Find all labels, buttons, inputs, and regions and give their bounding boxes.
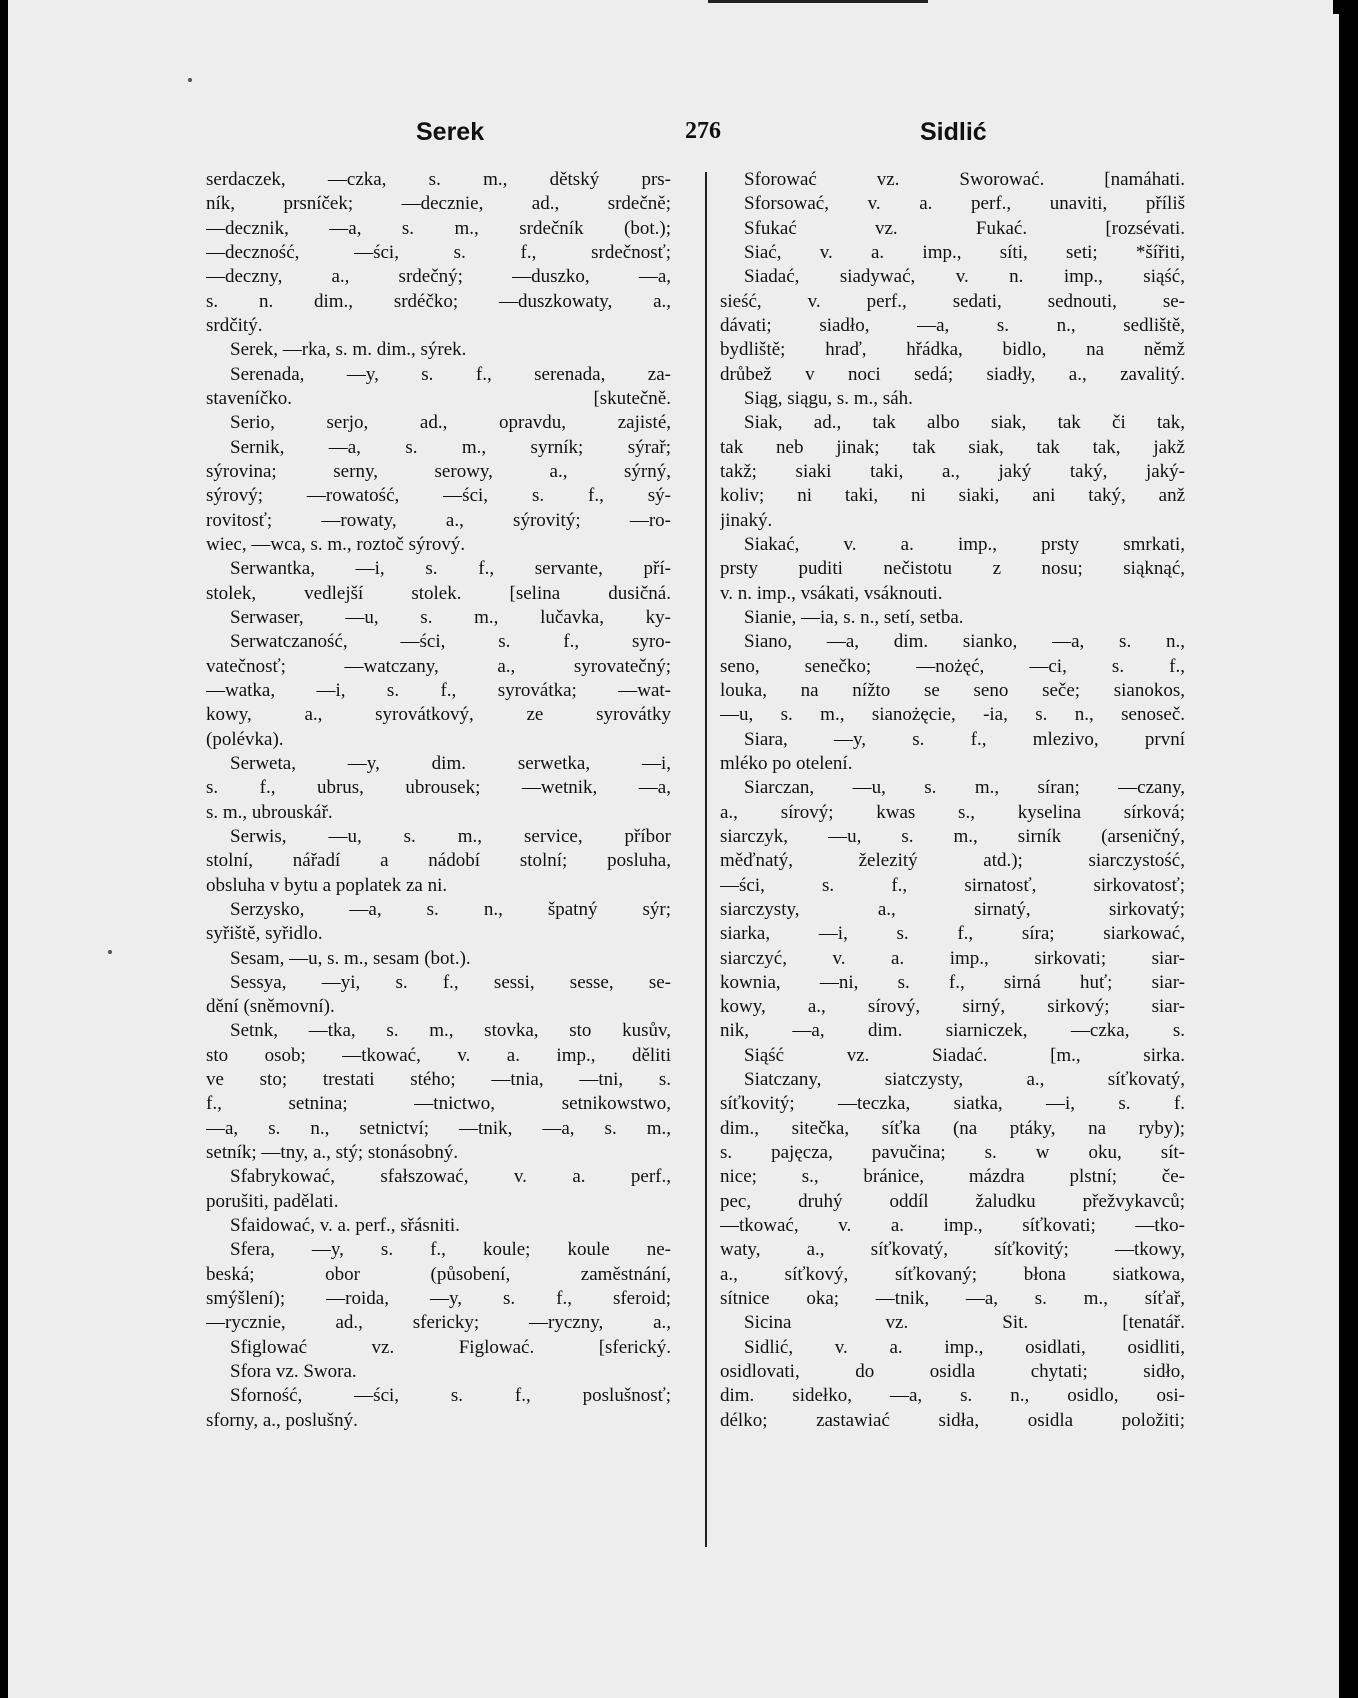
dictionary-line: —deczność, —ści, s. f., srdečnosť; (206, 241, 671, 263)
dictionary-line: sforny, a., poslušný. (206, 1409, 358, 1431)
right-guide-word: Sidlić (920, 118, 987, 146)
dictionary-line: Siąg, siągu, s. m., sáh. (744, 387, 913, 409)
dictionary-line: Siak, ad., tak albo siak, tak či tak, (744, 412, 1185, 434)
dictionary-line: Siano, —a, dim. sianko, —a, s. n., (744, 631, 1185, 653)
dictionary-line: beská; obor (působení, zaměstnání, (206, 1263, 671, 1285)
dictionary-line: siarczyk, —u, s. m., sirník (arseničný, (720, 825, 1185, 847)
dictionary-line: syřiště, syřidlo. (206, 923, 323, 945)
dictionary-line: —watka, —i, s. f., syrovátka; —wat- (206, 679, 671, 701)
dictionary-line: koliv; ni taki, ni siaki, ani taký, anž (720, 485, 1185, 507)
dictionary-line: kowy, a., sírový, sirný, sirkový; siar- (720, 996, 1185, 1018)
dictionary-line: setník; —tny, a., stý; stonásobný. (206, 1142, 459, 1164)
dictionary-line: tak neb jinak; tak siak, tak tak, jakž (720, 436, 1185, 458)
margin-speck (188, 78, 192, 82)
dictionary-line: —rycznie, ad., sfericky; —ryczny, a., (206, 1312, 671, 1334)
dictionary-line: takž; siaki taki, a., jaký taký, jaký- (720, 460, 1185, 482)
dictionary-line: síťkovitý; —teczka, siatka, —i, s. f. (720, 1093, 1185, 1115)
dictionary-line: Serek, —rka, s. m. dim., sýrek. (230, 339, 467, 361)
dictionary-line: pec, druhý oddíl žaludku přežvykavců; (720, 1190, 1185, 1212)
dictionary-line: wiec, —wca, s. m., roztoč sýrový. (206, 533, 466, 555)
book-page (8, 0, 1333, 1698)
dictionary-line: a., síťkový, síťkovaný; błona siatkowa, (720, 1263, 1185, 1285)
dictionary-line: mléko po otelení. (720, 752, 853, 774)
dictionary-line: srdčitý. (206, 314, 263, 336)
dictionary-line: prsty puditi nečistotu z nosu; siąknąć, (720, 558, 1185, 580)
dictionary-line: Sianie, —ia, s. n., setí, setba. (744, 606, 964, 628)
dictionary-line: nice; s., bránice, mázdra plstní; če- (720, 1166, 1185, 1188)
dictionary-line: vatečnosť; —watczany, a., syrovatečný; (206, 655, 671, 677)
dictionary-line: (polévka). (206, 728, 284, 750)
dictionary-line: obsluha v bytu a poplatek za ni. (206, 874, 448, 896)
dictionary-line: Sicina vz. Sit. [tenatář. (744, 1312, 1185, 1334)
dictionary-line: Sforować vz. Sworować. [namáhati. (744, 169, 1185, 190)
dictionary-line: Sfabrykować, sfałszować, v. a. perf., (230, 1166, 671, 1188)
dictionary-line: kownia, —ni, s. f., sirná huť; siar- (720, 971, 1185, 993)
dictionary-line: seno, senečko; —nożęć, —ci, s. f., (720, 655, 1185, 677)
dictionary-line: Serwaser, —u, s. m., lučavka, ky- (230, 606, 671, 628)
dictionary-line: sieść, v. perf., sedati, sednouti, se- (720, 290, 1185, 312)
dictionary-line: Siać, v. a. imp., síti, seti; *šířiti, (744, 241, 1185, 263)
dictionary-line: Sessya, —yi, s. f., sessi, sesse, se- (230, 971, 671, 993)
page-number: 276 (685, 118, 721, 144)
dictionary-line: Serzysko, —a, s. n., špatný sýr; (230, 898, 671, 920)
dictionary-line: s. pajęcza, pavučina; s. w oku, sít- (720, 1142, 1185, 1164)
dictionary-line: Sfiglować vz. Figlować. [sferický. (230, 1336, 671, 1358)
dictionary-line: sítnice oka; —tnik, —a, s. m., síťař, (720, 1288, 1185, 1310)
running-header (8, 118, 1333, 148)
dictionary-line: s. m., ubrouskář. (206, 801, 333, 823)
dictionary-line: Siatczany, siatczysty, a., síťkovatý, (744, 1069, 1185, 1091)
dictionary-line: osidlovati, do osidla chytati; sidło, (720, 1361, 1185, 1383)
dictionary-line: stolní, nářadí a nádobí stolní; posluha, (206, 850, 671, 872)
dictionary-line: sýrový; —rowatość, —ści, s. f., sý- (206, 485, 671, 507)
dictionary-line: siarczyć, v. a. imp., sirkovati; siar- (720, 947, 1185, 969)
dictionary-line: dim., sitečka, síťka (na ptáky, na ryby); (720, 1117, 1185, 1139)
dictionary-line: serdaczek, —czka, s. m., dětský prs- (206, 169, 671, 190)
dictionary-line: rovitosť; —rowaty, a., sýrovitý; —ro- (206, 509, 671, 531)
dictionary-line: Sernik, —a, s. m., syrník; sýrař; (230, 436, 671, 458)
dictionary-line: měďnatý, železitý atd.); siarczystość, (720, 850, 1185, 872)
dictionary-line: Siarczan, —u, s. m., síran; —czany, (744, 777, 1185, 799)
dictionary-line: Serenada, —y, s. f., serenada, za- (230, 363, 671, 385)
dictionary-line: Sfera, —y, s. f., koule; koule ne- (230, 1239, 671, 1261)
column-divider (705, 172, 707, 1547)
dictionary-line: —deczny, a., srdečný; —duszko, —a, (206, 266, 671, 288)
dictionary-line: staveníčko. [skutečně. (206, 387, 671, 409)
dictionary-line: dění (sněmovní). (206, 996, 335, 1018)
left-guide-word: Serek (416, 118, 485, 146)
dictionary-line: stolek, vedlejší stolek. [selina dusičná. (206, 582, 671, 604)
dictionary-line: a., sírový; kwas s., kyselina sírková; (720, 801, 1185, 823)
dictionary-line: dim. sidełko, —a, s. n., osidlo, osi- (720, 1385, 1185, 1407)
dictionary-line: Sfaidować, v. a. perf., sřásniti. (230, 1215, 460, 1237)
dictionary-line: délko; zastawiać sidła, osidla položiti; (720, 1409, 1185, 1431)
dictionary-line: drůbež v noci sedá; siadły, a., zavalitý. (720, 363, 1185, 385)
dictionary-line: nik, —a, dim. siarniczek, —czka, s. (720, 1020, 1185, 1042)
dictionary-line: Serwis, —u, s. m., service, příbor (230, 825, 671, 847)
dictionary-line: Serweta, —y, dim. serwetka, —i, (230, 752, 671, 774)
dictionary-line: Siara, —y, s. f., mlezivo, první (744, 728, 1185, 750)
right-column (720, 168, 1185, 1668)
dictionary-line: Serwatczaność, —ści, s. f., syro- (230, 631, 671, 653)
dictionary-line: sto osob; —tkować, v. a. imp., děliti (206, 1044, 671, 1066)
dictionary-line: bydliště; hraď, hřádka, bidlo, na němž (720, 339, 1185, 361)
dictionary-line: —tkować, v. a. imp., síťkovati; —tko- (720, 1215, 1185, 1237)
dictionary-line: siarka, —i, s. f., síra; siarkować, (720, 923, 1185, 945)
dictionary-line: s. f., ubrus, ubrousek; —wetnik, —a, (206, 777, 671, 799)
dictionary-line: Sfukać vz. Fukać. [rozsévati. (744, 217, 1185, 239)
dictionary-line: waty, a., síťkovatý, síťkovitý; —tkowy, (720, 1239, 1185, 1261)
dictionary-line: —ści, s. f., sirnatosť, sirkovatosť; (720, 874, 1185, 896)
dictionary-line: Serio, serjo, ad., opravdu, zajisté, (230, 412, 671, 434)
dictionary-line: Sforsować, v. a. perf., unaviti, příliš (744, 193, 1185, 215)
dictionary-line: Sesam, —u, s. m., sesam (bot.). (230, 947, 471, 969)
dictionary-line: Serwantka, —i, s. f., servante, pří- (230, 558, 671, 580)
dictionary-line: dávati; siadło, —a, s. n., sedliště, (720, 314, 1185, 336)
dictionary-line: louka, na nížto se seno seče; sianokos, (720, 679, 1185, 701)
dictionary-line: jinaký. (720, 509, 773, 531)
dictionary-line: v. n. imp., vsákati, vsáknouti. (720, 582, 943, 604)
dictionary-line: —u, s. m., sianożęcie, -ia, s. n., senoseč. (720, 704, 1185, 726)
dictionary-line: Setnk, —tka, s. m., stovka, sto kusův, (230, 1020, 671, 1042)
dictionary-line: Siadać, siadywać, v. n. imp., siąść, (744, 266, 1185, 288)
dictionary-line: Siakać, v. a. imp., prsty smrkati, (744, 533, 1185, 555)
margin-speck (108, 950, 112, 954)
dictionary-line: ve sto; trestati stého; —tnia, —tni, s. (206, 1069, 671, 1091)
dictionary-line: —a, s. n., setnictví; —tnik, —a, s. m., (206, 1117, 671, 1139)
dictionary-line: s. n. dim., srdéčko; —duszkowaty, a., (206, 290, 671, 312)
dictionary-line: ník, prsníček; —decznie, ad., srdečně; (206, 193, 671, 215)
left-column (206, 168, 671, 1668)
dictionary-line: siarczysty, a., sirnatý, sirkovatý; (720, 898, 1185, 920)
dictionary-line: smýšlení); —roida, —y, s. f., sferoid; (206, 1288, 671, 1310)
dictionary-line: Sforność, —ści, s. f., poslušnosť; (230, 1385, 671, 1407)
top-edge-rule (708, 0, 928, 3)
dictionary-line: —decznik, —a, s. m., srdečník (bot.); (206, 217, 671, 239)
dictionary-line: sýrovina; serny, serowy, a., sýrný, (206, 460, 671, 482)
dictionary-line: f., setnina; —tnictwo, setnikowstwo, (206, 1093, 671, 1115)
dictionary-line: kowy, a., syrovátkový, ze syrovátky (206, 704, 671, 726)
dictionary-line: Sfora vz. Swora. (230, 1361, 357, 1383)
page-edge (1333, 14, 1339, 1698)
dictionary-line: porušiti, padělati. (206, 1190, 339, 1212)
dictionary-line: Siąść vz. Siadać. [m., sirka. (744, 1044, 1185, 1066)
dictionary-line: Sidlić, v. a. imp., osidlati, osidliti, (744, 1336, 1185, 1358)
